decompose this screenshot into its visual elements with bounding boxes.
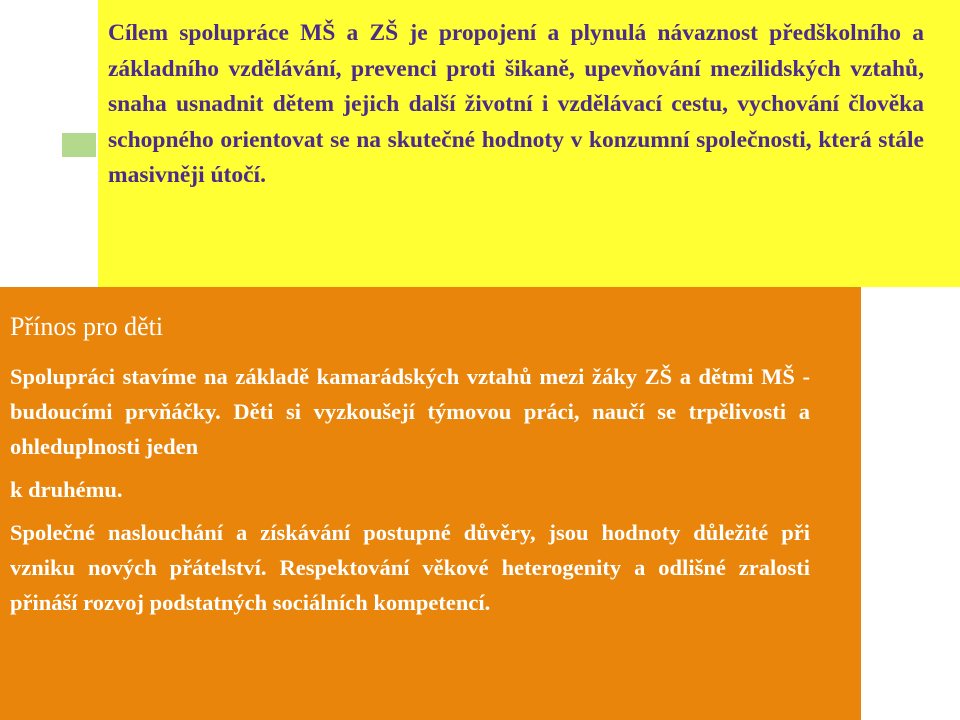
decorative-green-square [62, 133, 96, 157]
paragraph-cooperation-end: k druhému. [10, 477, 123, 502]
section-title: Přínos pro děti [10, 312, 164, 341]
paragraph-cooperation: Spolupráci stavíme na základě kamarádských vztahů mezi žáky ZŠ a dětmi MŠ - budoucími prvňáčky. Děti si vyzkoušejí týmovou práci, naučí se trpělivosti a ohleduplnosti jeden [10, 364, 810, 459]
paragraph-trust: Společné naslouchání a získávání postupné důvěry, jsou hodnoty důležité při vzniku nových přátelství. Respektování věkové heterogenity a odlišné zralosti přináší rozvoj podstatných sociálních kompetencí. [10, 520, 810, 615]
intro-text: Cílem spolupráce MŠ a ZŠ je propojení a plynulá návaznost předškolního a základního vzdělávání, prevenci proti šikaně, upevňování mezilidských vztahů, snaha usnadnit dětem jejich další životní i vzdělávací cestu, vychování člověka schopného orientovat se na skutečné hodnoty v konzumní společnosti, která stále masivněji útočí. [108, 20, 924, 188]
